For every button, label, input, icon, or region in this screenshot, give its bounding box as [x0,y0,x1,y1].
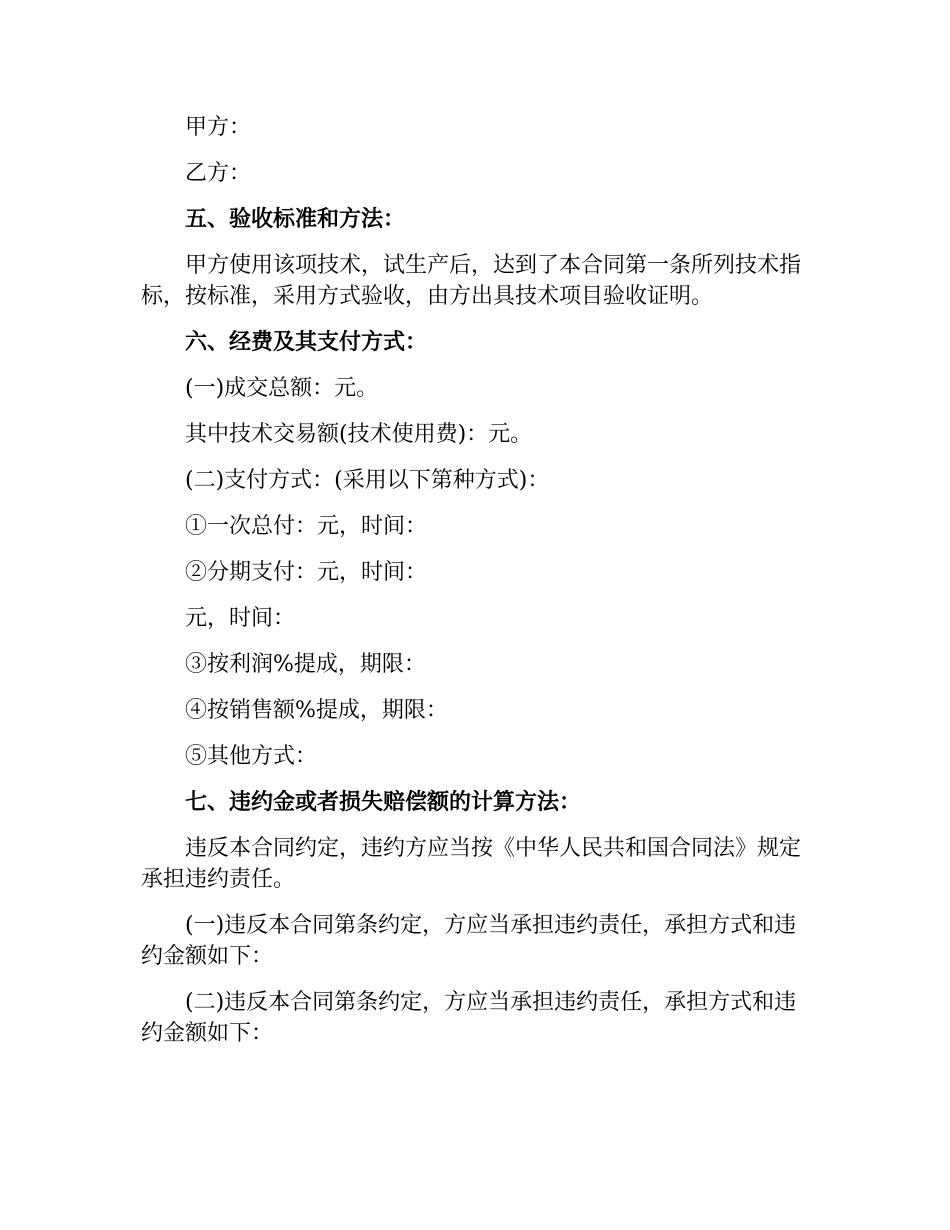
party-b-line: 乙方： [185,161,252,186]
section-heading-payment: 六、经费及其支付方式： [185,329,428,355]
payment-option-1: ①一次总付：元，时间： [185,514,428,539]
section-heading-acceptance: 五、验收标准和方法： [185,206,406,232]
payment-option-2: ②分期支付：元，时间： [185,560,428,585]
party-a-line: 甲方： [185,115,252,140]
paragraph-tech-fee: 其中技术交易额(技术使用费)：元。 [185,422,533,447]
payment-option-2-continued: 元，时间： [185,606,296,631]
document-body [141,112,813,1064]
paragraph-total-amount: (一)成交总额：元。 [185,376,379,401]
section-heading-penalty: 七、违约金或者损失赔偿额的计算方法： [185,789,582,815]
payment-option-3: ③按利润%提成，期限： [185,652,426,677]
paragraph-acceptance: 甲方使用该项技术，试生产后，达到了本合同第一条所列技术指标，按标准，采用方式验收，由方出具技术项目验收证明。 [141,253,802,309]
payment-option-4: ④按销售额%提成，期限： [185,698,448,723]
paragraph-penalty-general: 违反本合同约定，违约方应当按《中华人民共和国合同法》规定承担违约责任。 [141,836,802,892]
paragraph-payment-method: (二)支付方式：(采用以下第种方式)： [185,468,550,493]
paragraph-penalty-item-2: (二)违反本合同第条约定，方应当承担违约责任，承担方式和违约金额如下： [141,990,797,1046]
paragraph-penalty-item-1: (一)违反本合同第条约定，方应当承担违约责任，承担方式和违约金额如下： [141,913,797,969]
payment-option-5: ⑤其他方式： [185,744,318,769]
